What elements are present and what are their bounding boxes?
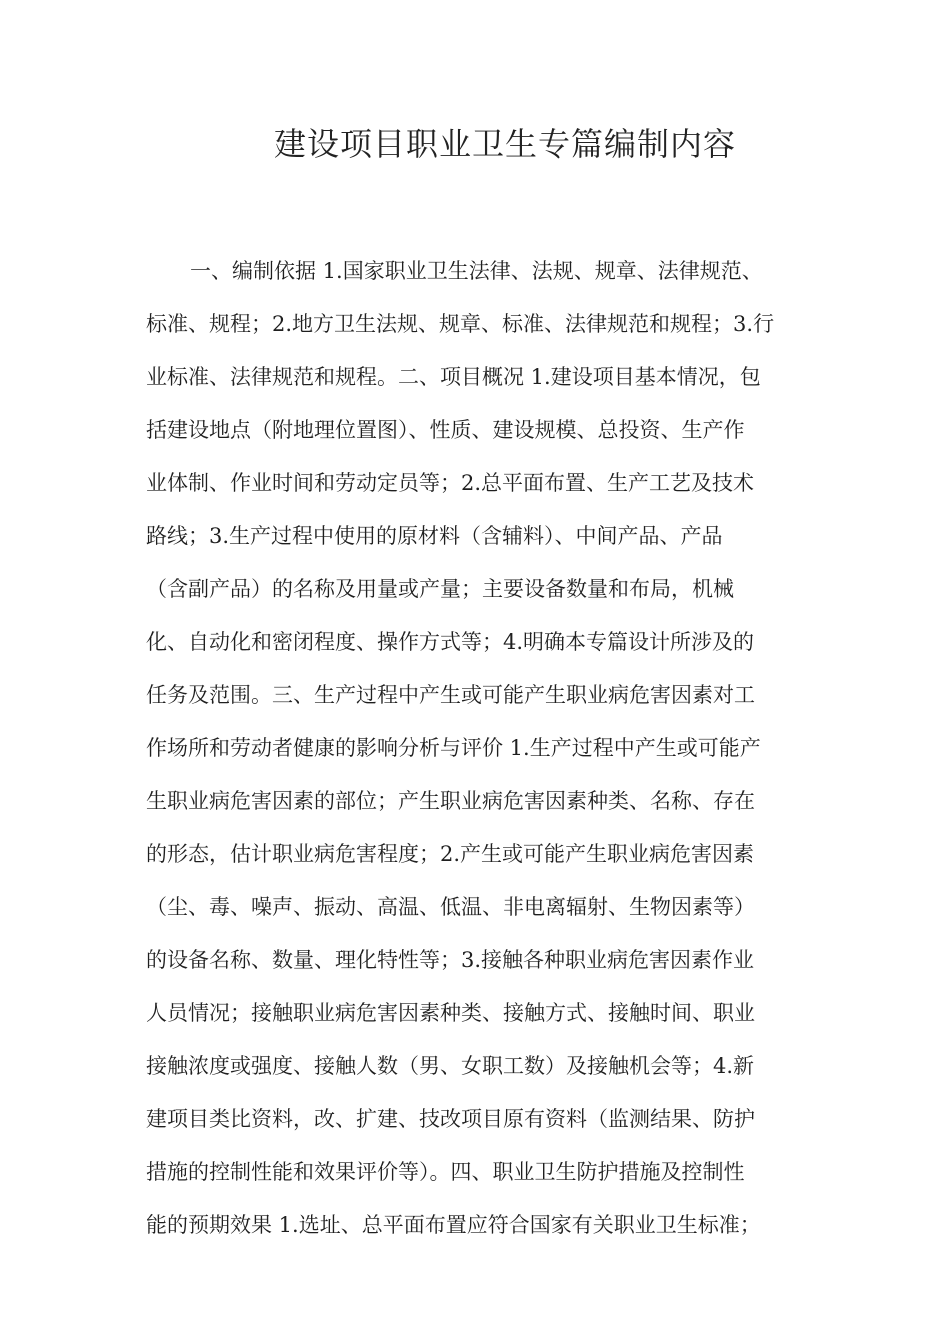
body-line: 标准、规程；2.地方卫生法规、规章、标准、法律规范和规程；3.行 — [146, 312, 775, 336]
body-line: 括建设地点（附地理位置图）、性质、建设规模、总投资、生产作 — [146, 418, 745, 442]
body-line: 业标准、法律规范和规程。二、项目概况 1.建设项目基本情况，包 — [146, 365, 761, 389]
body-line: 的形态，估计职业病危害程度；2.产生或可能产生职业病危害因素 — [146, 842, 755, 866]
body-line: 路线；3.生产过程中使用的原材料（含辅料）、中间产品、产品 — [146, 524, 723, 548]
document-body — [146, 245, 806, 1252]
body-line: 作场所和劳动者健康的影响分析与评价 1.生产过程中产生或可能产 — [146, 736, 761, 760]
body-line: 的设备名称、数量、理化特性等；3.接触各种职业病危害因素作业 — [146, 948, 755, 972]
body-line: 一、编制依据 1.国家职业卫生法律、法规、规章、法律规范、 — [190, 259, 763, 283]
body-line: 措施的控制性能和效果评价等）。四、职业卫生防护措施及控制性 — [146, 1160, 745, 1184]
body-line: 业体制、作业时间和劳动定员等；2.总平面布置、生产工艺及技术 — [146, 471, 755, 495]
body-line: （尘、毒、噪声、振动、高温、低温、非电离辐射、生物因素等） — [146, 895, 755, 919]
body-line: 任务及范围。三、生产过程中产生或可能产生职业病危害因素对工 — [146, 683, 755, 707]
body-line: （含副产品）的名称及用量或产量；主要设备数量和布局，机械 — [146, 577, 734, 601]
body-line: 生职业病危害因素的部位；产生职业病危害因素种类、名称、存在 — [146, 789, 755, 813]
body-line: 接触浓度或强度、接触人数（男、女职工数）及接触机会等；4.新 — [146, 1054, 755, 1078]
body-line: 人员情况；接触职业病危害因素种类、接触方式、接触时间、职业 — [146, 1001, 755, 1025]
body-line: 能的预期效果 1.选址、总平面布置应符合国家有关职业卫生标准； — [146, 1213, 761, 1237]
body-line: 化、自动化和密闭程度、操作方式等；4.明确本专篇设计所涉及的 — [146, 630, 755, 654]
document-title: 建设项目职业卫生专篇编制内容 — [273, 125, 736, 163]
body-line: 建项目类比资料，改、扩建、技改项目原有资料（监测结果、防护 — [146, 1107, 755, 1131]
